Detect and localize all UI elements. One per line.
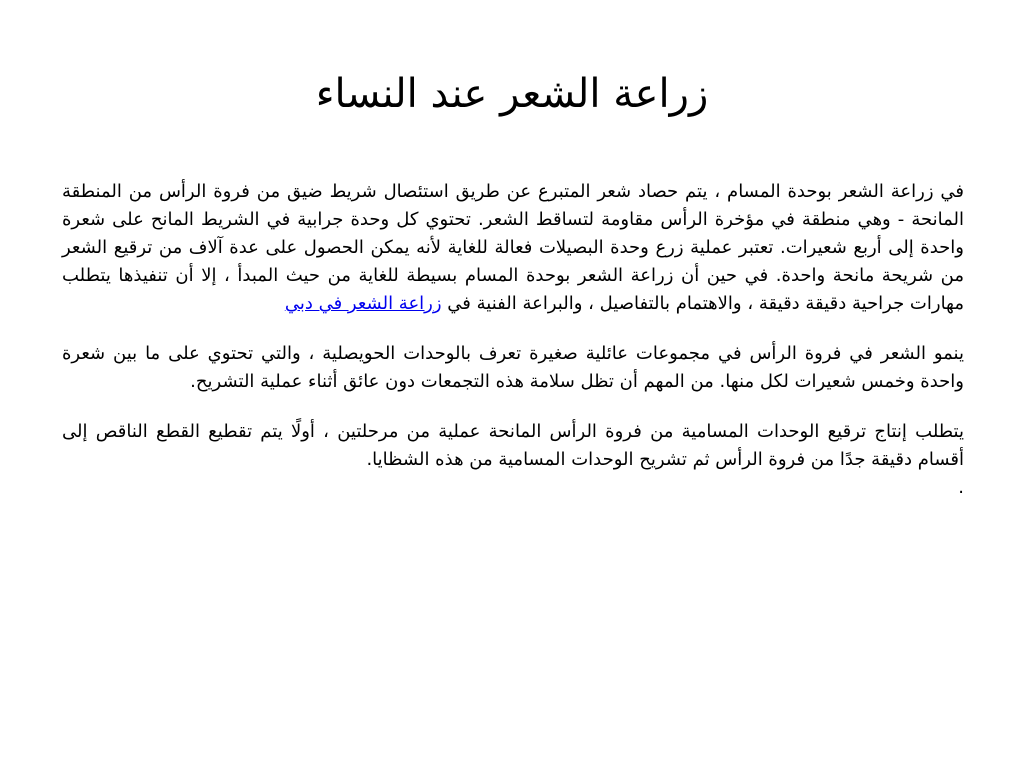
paragraph-2-text: ينمو الشعر في فروة الرأس في مجموعات عائلية صغيرة تعرف بالوحدات الحويصلية ، والتي تحتوي على ما بين شعرة واحدة وخمس شعيرات لكل منها. من المهم أن تظل سلامة هذه التجمعات دون عائق أثناء عملية التشريح. <box>62 343 964 392</box>
page-title: زراعة الشعر عند النساء <box>315 71 709 117</box>
trailing-dot: . <box>958 477 964 498</box>
paragraph-1 <box>62 178 964 318</box>
paragraph-3 <box>62 418 964 474</box>
paragraph-2 <box>62 340 964 396</box>
paragraph-1-text: في زراعة الشعر بوحدة المسام ، يتم حصاد شعر المتبرع عن طريق استئصال شريط ضيق من فروة الرأس من المنطقة المانحة - وهي منطقة في مؤخرة الرأس مقاومة لتساقط الشعر. تحتوي كل وحدة جرابية في الشريط المانح على شعرة واحدة إلى أربع شعيرات. تعتبر عملية زرع وحدة البصيلات فعالة للغاية لأنه يمكن الحصول على عدة آلاف من ترقيع الشعر من شريحة مانحة واحدة. في حين أن زراعة الشعر بوحدة المسام بسيطة للغاية من حيث المبدأ ، إلا أن تنفيذها يتطلب مهارات جراحية دقيقة دقيقة ، والاهتمام بالتفاصيل ، والبراعة الفنية في <box>62 181 964 314</box>
hair-transplant-dubai-link[interactable]: زراعة الشعر في دبي <box>284 293 442 314</box>
paragraph-3-text: يتطلب إنتاج ترقيع الوحدات المسامية من فروة الرأس المانحة عملية من مرحلتين ، أولًا يتم تقطيع القطع الناقص إلى أقسام دقيقة جدًا من فروة الرأس ثم تشريح الوحدات المسامية من هذه الشظايا. <box>62 421 964 470</box>
slide-body <box>62 178 964 502</box>
